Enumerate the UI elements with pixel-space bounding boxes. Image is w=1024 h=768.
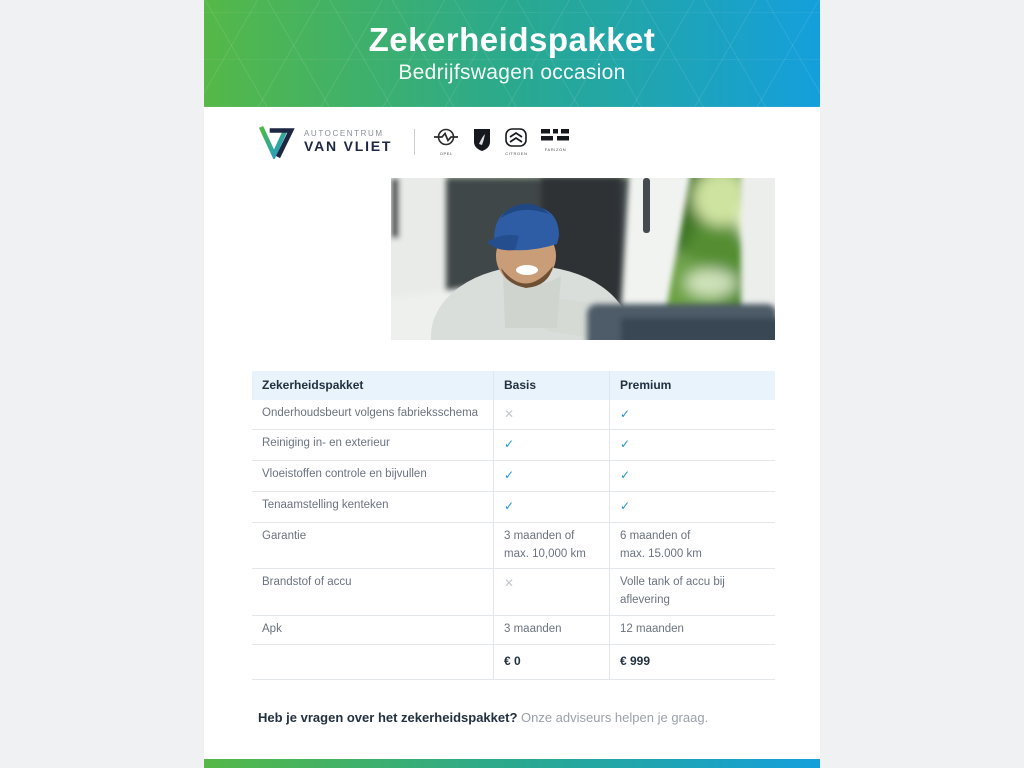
brand-farizon	[541, 128, 569, 152]
table-cell-check	[609, 400, 775, 430]
citroen-logo-icon	[505, 128, 527, 150]
table-row	[252, 429, 775, 460]
price-premium: € 999	[609, 645, 775, 679]
brand-label: OPEL	[439, 151, 453, 156]
row-label: Garantie	[262, 529, 307, 542]
table-cell-text: 12 maanden	[609, 616, 775, 644]
opel-logo-icon	[433, 128, 459, 150]
van-vliet-logo-icon	[258, 125, 296, 159]
header-banner	[204, 0, 820, 107]
row-label: Tenaamstelling kenteken	[262, 499, 389, 512]
brand-peugeot	[473, 128, 491, 153]
check-icon: ✓	[504, 468, 515, 483]
closing-question	[258, 710, 708, 725]
table-cell-cross	[493, 569, 609, 615]
table-cell-check	[493, 430, 609, 460]
brand-opel	[433, 128, 459, 156]
dealer-name	[304, 130, 392, 153]
question-rest: Onze adviseurs helpen je graag.	[517, 710, 709, 725]
branding-row	[258, 122, 820, 162]
table-row	[252, 491, 775, 522]
table-cell-check	[493, 492, 609, 522]
check-icon: ✓	[504, 437, 515, 452]
page-subtitle: Bedrijfswagen occasion	[398, 61, 626, 85]
logo-divider	[414, 129, 415, 155]
peugeot-logo-icon	[473, 128, 491, 152]
table-row	[252, 460, 775, 491]
price-row	[252, 644, 775, 679]
farizon-logo-icon	[541, 128, 569, 146]
price-label	[252, 645, 493, 679]
cross-icon: ✕	[504, 406, 515, 421]
dealer-name-top: AUTOCENTRUM	[304, 129, 384, 139]
cross-icon: ✕	[504, 576, 515, 591]
table-row	[252, 400, 775, 430]
driver-in-van-illustration	[391, 178, 775, 340]
check-icon: ✓	[620, 437, 631, 452]
row-label: Apk	[262, 623, 282, 636]
table-body	[252, 400, 775, 644]
footer-gradient-bar	[204, 759, 820, 768]
table-header-premium: Premium	[609, 371, 775, 400]
row-label: Onderhoudsbeurt volgens fabrieksschema	[262, 406, 479, 419]
question-bold: Heb je vragen over het zekerheidspakket?	[258, 710, 518, 725]
check-icon: ✓	[620, 468, 631, 483]
table-cell-text: Volle tank of accu bij aflevering	[609, 569, 775, 615]
hero-photo	[391, 178, 775, 340]
dealer-name-main: VAN VLIET	[304, 137, 393, 154]
price-basis: € 0	[493, 645, 609, 679]
row-label: Vloeistoffen controle en bijvullen	[262, 468, 427, 481]
table-cell-cross	[493, 400, 609, 430]
table-cell-check	[609, 461, 775, 491]
brand-label: FARIZON	[544, 147, 567, 152]
row-label: Reiniging in- en exterieur	[262, 437, 390, 450]
table-cell-text: 3 maanden	[493, 616, 609, 644]
table-cell-check	[609, 430, 775, 460]
page-title: Zekerheidspakket	[368, 20, 656, 58]
check-icon: ✓	[620, 406, 631, 421]
table-row	[252, 615, 775, 644]
table-cell-check	[493, 461, 609, 491]
brand-label: CITROEN	[505, 151, 528, 156]
flyer-page	[204, 0, 820, 768]
brand-citroen	[505, 128, 527, 156]
table-header-row	[252, 371, 775, 400]
brand-logos	[433, 128, 569, 156]
table-row	[252, 522, 775, 569]
table-cell-check	[609, 492, 775, 522]
check-icon: ✓	[620, 499, 631, 514]
table-cell-text: 6 maanden of max. 15.000 km	[609, 523, 775, 569]
table-header-package: Zekerheidspakket	[262, 378, 364, 392]
check-icon: ✓	[504, 499, 515, 514]
table-header-basis: Basis	[493, 371, 609, 400]
table-cell-text: 3 maanden of max. 10,000 km	[493, 523, 609, 569]
package-comparison-table	[252, 371, 775, 680]
table-row	[252, 568, 775, 615]
row-label: Brandstof of accu	[262, 576, 352, 589]
